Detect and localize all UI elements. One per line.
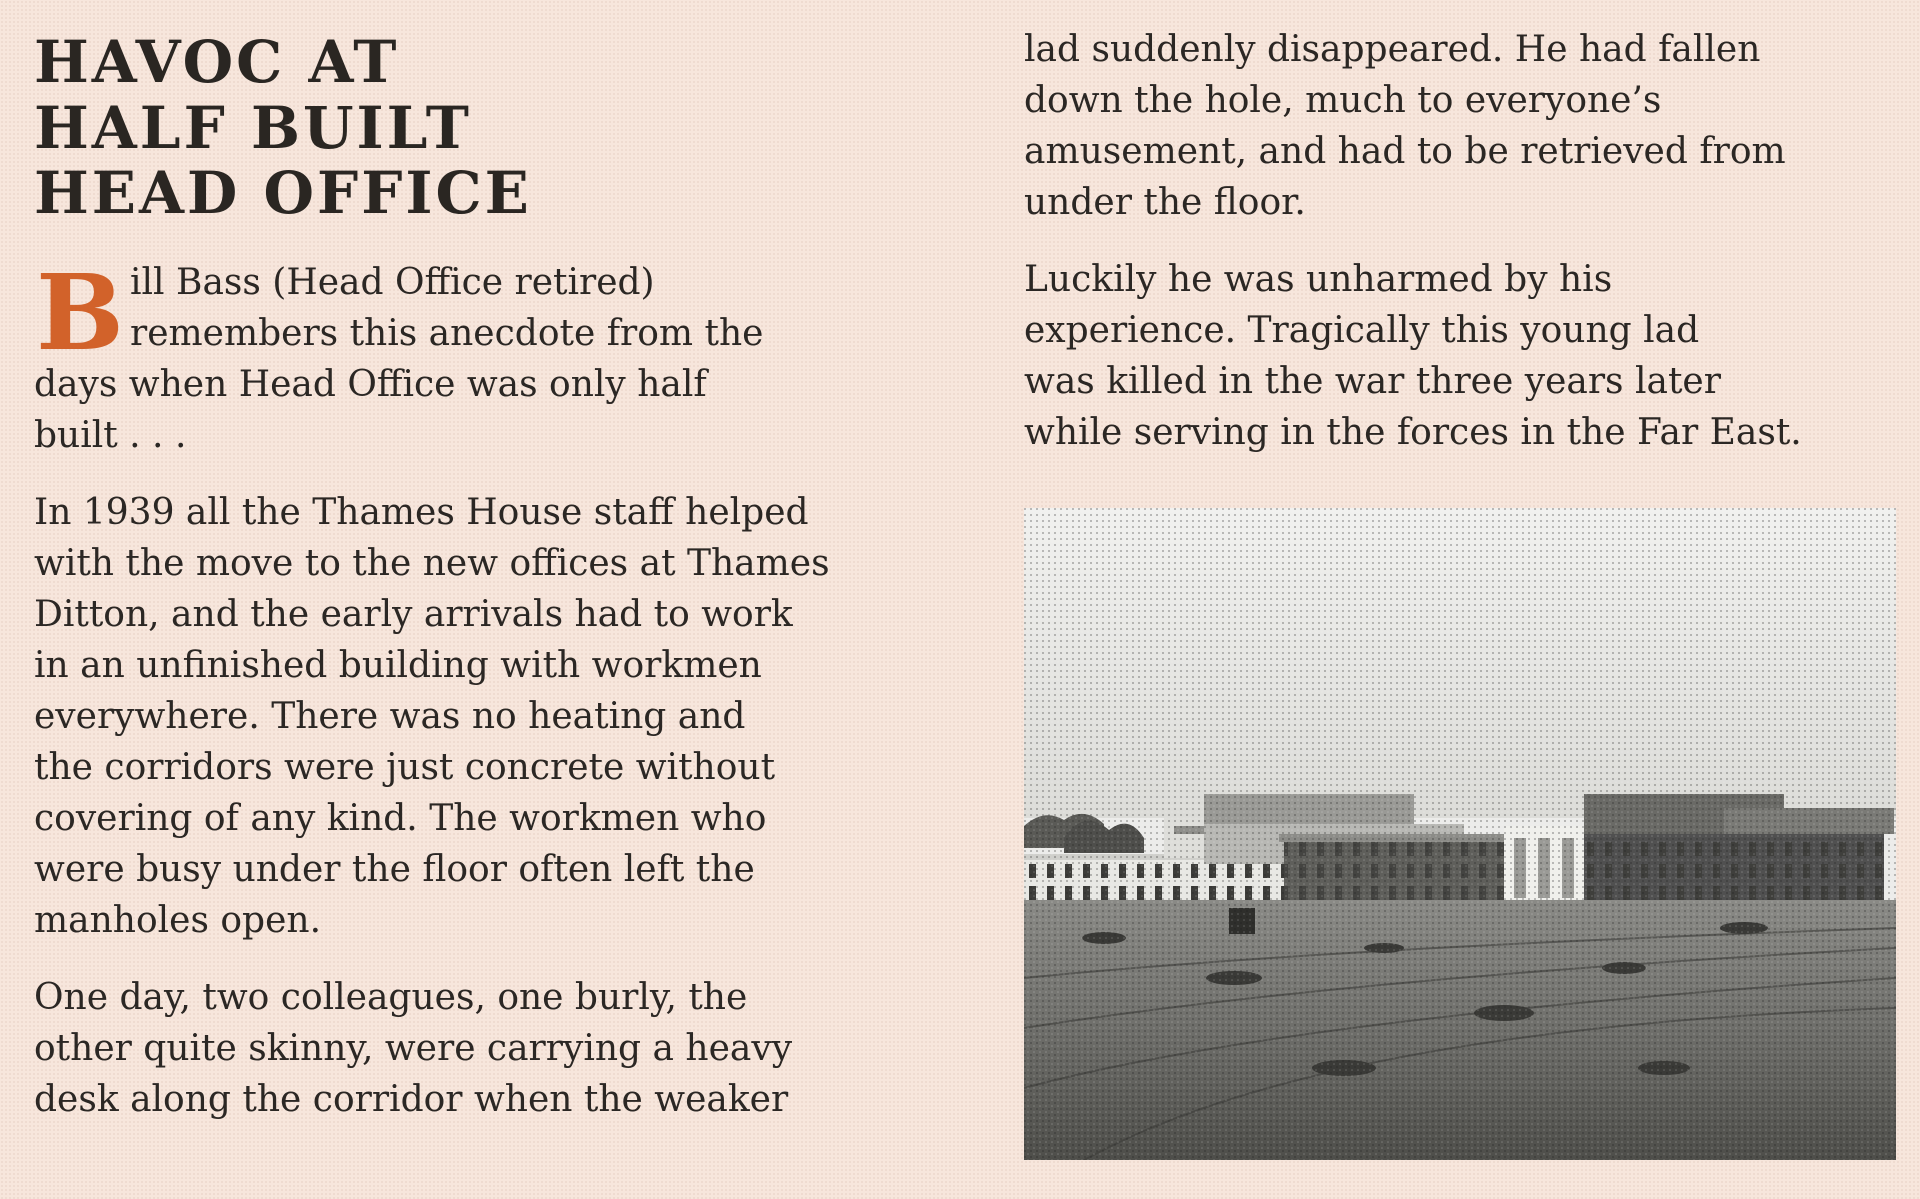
right-column [1024, 24, 1904, 484]
drop-cap: B [36, 250, 124, 374]
paragraph-unharmed [1024, 254, 1904, 458]
headline-line: HEAD OFFICE [34, 159, 532, 228]
paragraph-move-to-thames-ditton [34, 487, 914, 946]
paragraph-line: everywhere. There was no heating and [34, 695, 746, 737]
paragraph-disappeared [1024, 24, 1904, 228]
paragraph-line: Ditton, and the early arrivals had to work [34, 593, 793, 635]
paragraph-line: covering of any kind. The workmen who [34, 797, 767, 839]
headline-line: HALF BUILT [34, 93, 472, 162]
paragraph-line: In 1939 all the Thames House staff helped [34, 491, 809, 533]
intro-line: built . . . [34, 414, 187, 456]
paragraph-line: down the hole, much to everyone’s [1024, 80, 1662, 121]
paragraph-line: amusement, and had to be retrieved from [1024, 131, 1786, 172]
intro-line: ill Bass (Head Office retired) [130, 261, 655, 303]
headline-line: HAVOC AT [34, 28, 400, 96]
paragraph-line: was killed in the war three years later [1024, 361, 1721, 402]
paragraph-line: while serving in the forces in the Far East. [1024, 412, 1802, 453]
paragraph-line: lad suddenly disappeared. He had fallen [1024, 29, 1761, 70]
building-under-construction-image [1024, 508, 1896, 1160]
intro-paragraph [34, 250, 914, 461]
paragraph-line: under the floor. [1024, 182, 1306, 223]
paragraph-line: were busy under the floor often left the [34, 848, 755, 890]
intro-line: remembers this anecdote from the [130, 312, 764, 354]
paragraph-line: with the move to the new offices at Thames [34, 542, 830, 584]
paragraph-carrying-desk [34, 972, 914, 1125]
headline [34, 30, 914, 227]
construction-site-photo [1024, 508, 1896, 1160]
left-column [34, 30, 914, 1151]
paragraph-line: experience. Tragically this young lad [1024, 310, 1700, 351]
paragraph-line: One day, two colleagues, one burly, the [34, 976, 748, 1018]
paragraph-line: in an unfinished building with workmen [34, 644, 762, 686]
paragraph-line: the corridors were just concrete without [34, 746, 776, 788]
paragraph-line: other quite skinny, were carrying a heavy [34, 1027, 793, 1069]
paragraph-line: Luckily he was unharmed by his [1024, 259, 1613, 300]
paragraph-line: desk along the corridor when the weaker [34, 1078, 789, 1120]
paragraph-line: manholes open. [34, 899, 322, 941]
intro-line: days when Head Office was only half [34, 363, 707, 405]
